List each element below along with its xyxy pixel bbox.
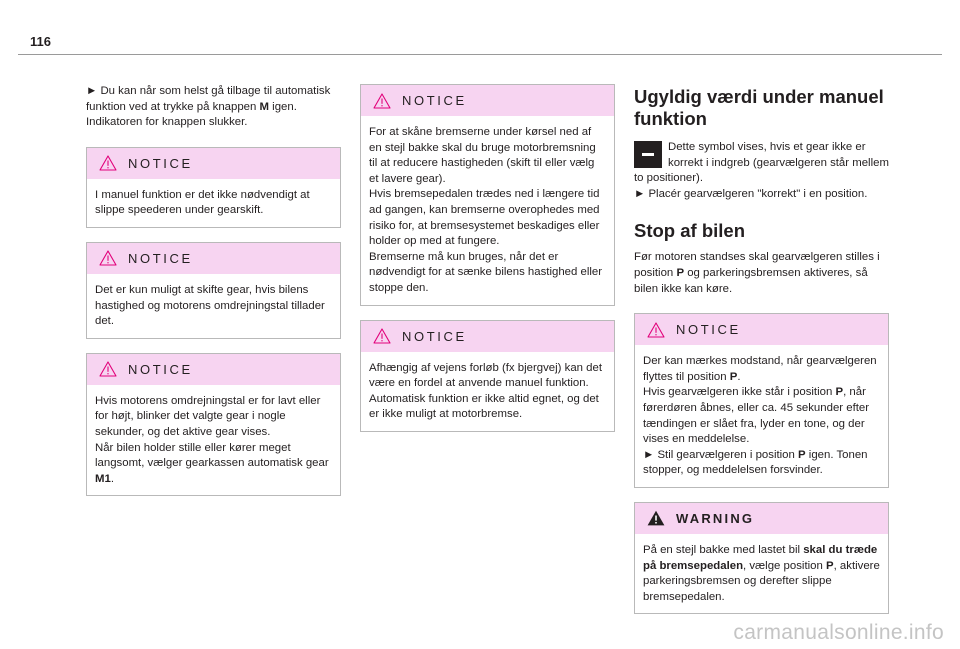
section-heading-invalid-value: Ugyldig værdi under manuel funktion xyxy=(634,86,884,129)
warning-triangle-icon xyxy=(647,510,665,526)
notice-text-end: igen. Tonen stopper, og meddelelsen forsvinder. xyxy=(643,448,868,477)
position-p-label: P xyxy=(835,386,844,399)
intro-paragraph xyxy=(86,84,341,131)
intro-key-m: M xyxy=(259,100,270,113)
notice-text-part: Stil gearvælgeren i position xyxy=(654,448,799,461)
notice-header xyxy=(87,243,340,274)
position-p-label: P xyxy=(798,448,806,461)
warning-title: WARNING xyxy=(676,510,755,526)
position-p-label: P xyxy=(676,266,685,279)
notice-text-part: Der kan mærkes modstand, når gearvælgeren flyttes til position xyxy=(643,355,877,383)
notice-text-end: . xyxy=(737,370,741,383)
warning-text-end: , aktivere parkeringsbremsen og derefter slippe bremsepedalen. xyxy=(643,559,880,603)
position-p-label: P xyxy=(729,370,738,383)
notice-text-end: , når førerdøren åbnes, eller ca. 45 sekunder efter tændingen er slået fra, lyder en tone, og der vises en meddelelse. xyxy=(643,386,870,446)
notice-title: NOTICE xyxy=(676,322,741,338)
intro-text: Du kan når som helst gå tilbage til automatisk funktion ved at trykke på knappen xyxy=(86,85,331,113)
notice-body xyxy=(635,345,888,487)
warning-body xyxy=(635,534,888,613)
notice-header xyxy=(635,314,888,345)
warning-triangle-icon xyxy=(99,155,117,171)
notice-header xyxy=(87,354,340,385)
warning-triangle-icon xyxy=(99,250,117,266)
notice-box-park-position xyxy=(634,313,889,488)
warning-emphasis: skal du træde på bremsepedalen xyxy=(643,543,878,572)
position-p-label: P xyxy=(825,559,834,572)
notice-text: I manuel funktion er det ikke nødvendigt at slippe speederen under gearskift. xyxy=(95,188,310,217)
notice-text-part: Når bilen holder stille eller kører meget langsomt, vælger gearkassen automatisk gear xyxy=(95,441,329,470)
notice-text: Hvis bremsepedalen trædes ned i længere tid ad gangen, kan bremserne overophedes med risiko for, at bremsesystemet beskadiges eller holder op med at fungere. xyxy=(369,188,600,248)
warning-triangle-icon xyxy=(373,93,391,109)
notice-title: NOTICE xyxy=(402,328,467,344)
bullet-arrow-icon: ► xyxy=(634,187,646,200)
column-right xyxy=(634,84,889,628)
invalid-value-instruction xyxy=(634,187,889,203)
invalid-value-block xyxy=(634,140,889,202)
invalid-value-text: Dette symbol vises, hvis et gear ikke er korrekt i indgreb (gearvælgeren står mellem to positioner). xyxy=(634,141,889,185)
warning-triangle-icon xyxy=(99,361,117,377)
notice-title: NOTICE xyxy=(402,93,467,108)
warning-text-part: På en stejl bakke med lastet bil xyxy=(643,543,804,556)
warning-text xyxy=(643,543,880,605)
notice-text xyxy=(643,385,880,447)
stop-text xyxy=(634,250,889,297)
warning-triangle-icon xyxy=(647,322,665,338)
warning-header xyxy=(635,503,888,534)
notice-text xyxy=(643,354,880,385)
notice-header xyxy=(361,85,614,116)
notice-box-engine-speed xyxy=(86,353,341,497)
notice-text: Afhængig af vejens forløb (fx bjergvej) kan det være en fordel at anvende manuel funktion. xyxy=(369,361,602,390)
notice-text: Hvis motorens omdrejningstal er for lavt eller for højt, blinker det valgte gear i nogle sekunder, og det aktive gear vises. xyxy=(95,394,321,438)
notice-title: NOTICE xyxy=(128,250,193,266)
notice-box-brakes xyxy=(360,84,615,306)
page-number: 116 xyxy=(30,34,51,49)
notice-box-manual-mode xyxy=(86,147,341,228)
warning-triangle-icon xyxy=(373,328,391,344)
notice-text xyxy=(95,441,332,488)
column-left xyxy=(86,84,341,510)
warning-box-steep-hill xyxy=(634,502,889,614)
stop-text-end: og parkeringsbremsen aktiveres, så bilen ikke kan køre. xyxy=(634,266,868,295)
notice-header xyxy=(361,321,614,352)
invalid-gear-symbol-icon xyxy=(634,141,662,168)
notice-body xyxy=(87,385,340,496)
header-divider xyxy=(18,54,942,55)
intro-text-end: igen. Indikatoren for knappen slukker. xyxy=(86,100,297,129)
bullet-arrow-icon: ► xyxy=(86,85,98,97)
notice-text-part: Hvis gearvælgeren ikke står i position xyxy=(643,386,836,399)
instruction-text: Placér gearvælgeren "korrekt" i en position. xyxy=(645,187,868,200)
stop-text-part: Før motoren standses skal gearvælgeren stilles i position xyxy=(634,251,880,279)
bullet-arrow-icon: ► xyxy=(643,448,655,461)
notice-text: Automatisk funktion er ikke altid egnet, og det er ikke muligt at motorbremse. xyxy=(369,392,599,421)
notice-box-road-type xyxy=(360,320,615,432)
notice-header xyxy=(87,148,340,179)
notice-body xyxy=(87,179,340,227)
notice-text: Bremserne må kun bruges, når det er nødvendigt for at sænke bilens hastighed eller stoppe den. xyxy=(369,250,603,294)
notice-body xyxy=(87,274,340,338)
notice-text: For at skåne bremserne under kørsel ned af en stejl bakke skal du bruge motorbremsning til at reducere hastigheden (skift til eller vælg et lavere gear). xyxy=(369,126,596,185)
notice-body xyxy=(361,116,614,305)
notice-title: NOTICE xyxy=(128,155,193,171)
notice-title: NOTICE xyxy=(128,361,193,377)
notice-box-gear-shift xyxy=(86,242,341,339)
gear-m1-label: M1 xyxy=(95,472,111,485)
notice-text: Det er kun muligt at skifte gear, hvis bilens hastighed og motorens omdrejningstal tillader det. xyxy=(95,283,325,328)
watermark: carmanualsonline.info xyxy=(733,621,944,644)
notice-body xyxy=(361,352,614,431)
notice-text xyxy=(643,448,880,479)
column-middle xyxy=(360,84,615,446)
section-heading-stop: Stop af bilen xyxy=(634,220,745,242)
warning-text-part: , vælge position xyxy=(743,559,826,572)
notice-text-end: . xyxy=(110,472,114,485)
